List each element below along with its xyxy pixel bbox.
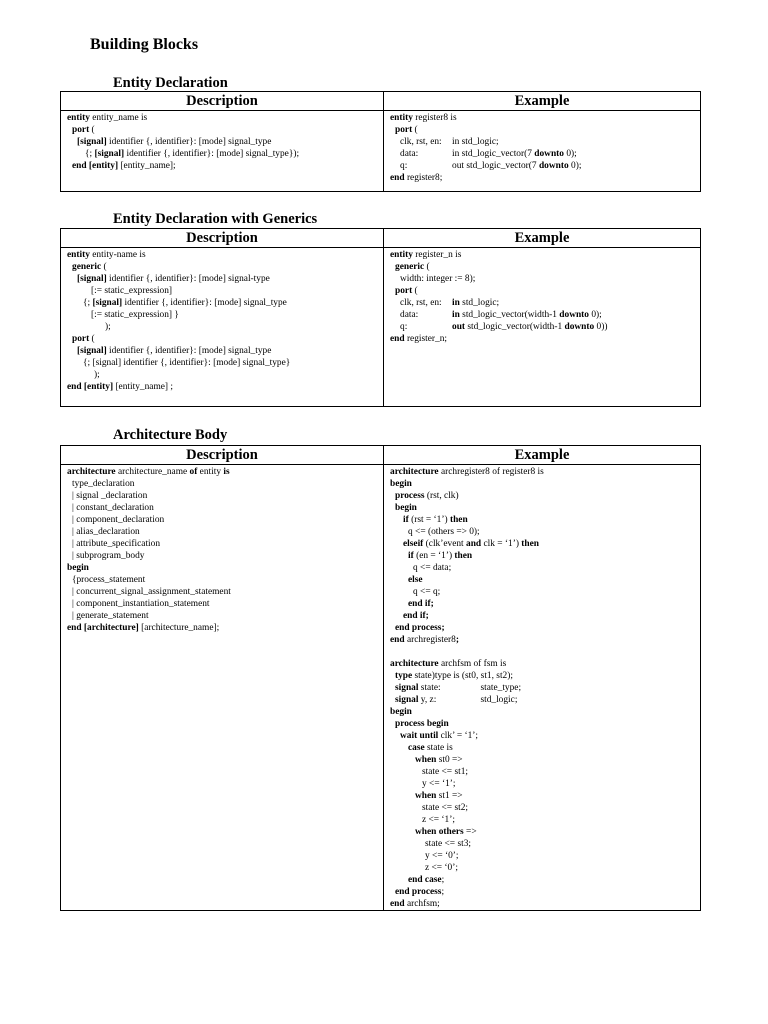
code-line: y <= ‘1’; xyxy=(422,779,456,789)
code-line: {; [signal] identifier {, identifier}: [mode] signal_type xyxy=(83,298,287,308)
description-header: Description xyxy=(61,92,384,111)
generics-description-cell xyxy=(61,248,384,407)
code-line: | constant_declaration xyxy=(72,503,154,513)
code-line: | concurrent_signal_assignment_statement xyxy=(72,587,231,597)
code-line: width: integer := 8); xyxy=(400,274,476,284)
code-line: port ( xyxy=(395,286,418,296)
description-header: Description xyxy=(61,229,384,248)
code-line: q: out std_logic_vector(width-1 downto 0)) xyxy=(400,322,608,332)
code-line: q <= (others => 0); xyxy=(408,527,480,537)
code-line: end process; xyxy=(395,623,445,633)
code-line: end process; xyxy=(395,887,445,897)
code-line: else xyxy=(408,575,423,585)
architecture-example-cell xyxy=(384,465,701,911)
code-line: end archregister8; xyxy=(390,635,459,645)
code-line: end register8; xyxy=(390,173,443,183)
code-line: [signal] identifier {, identifier}: [mode] signal-type xyxy=(77,274,270,284)
code-line: when others => xyxy=(415,827,477,837)
code-line: q: out std_logic_vector(7 downto 0); xyxy=(400,161,582,171)
code-line: port ( xyxy=(395,125,418,135)
code-line: z <= ‘0’; xyxy=(425,863,458,873)
code-line: if (rst = ‘1’) then xyxy=(403,515,468,525)
code-line: state <= st2; xyxy=(422,803,468,813)
code-line: ); xyxy=(105,322,111,332)
description-header: Description xyxy=(61,446,384,465)
code-line: [:= static_expression] } xyxy=(91,310,179,320)
code-line: begin xyxy=(390,479,412,489)
code-line: elseif (clk’event and clk = ‘1’) then xyxy=(403,539,540,549)
code-line: end case; xyxy=(408,875,445,885)
code-line: ); xyxy=(94,370,100,380)
entity-description-cell xyxy=(61,111,384,192)
code-line: data: in std_logic_vector(width-1 downto 0); xyxy=(400,310,602,320)
code-line: entity entity-name is xyxy=(67,250,146,260)
code-line: z <= ‘1’; xyxy=(422,815,455,825)
code-line: when st0 => xyxy=(415,755,463,765)
code-line: signal state: state_type; xyxy=(395,683,522,693)
code-line: | component_declaration xyxy=(72,515,165,525)
code-line: port ( xyxy=(72,334,95,344)
code-line: | signal _declaration xyxy=(72,491,148,501)
code-line: process (rst, clk) xyxy=(395,491,459,501)
code-line: type_declaration xyxy=(72,479,135,489)
example-header: Example xyxy=(384,92,701,111)
code-line: signal y, z: std_logic; xyxy=(395,695,518,705)
example-header: Example xyxy=(384,229,701,248)
entity-declaration-table xyxy=(60,91,701,192)
code-line: clk, rst, en: in std_logic; xyxy=(400,298,500,308)
code-line: q <= data; xyxy=(413,563,452,573)
code-line: case state is xyxy=(408,743,453,753)
code-line: | generate_statement xyxy=(72,611,149,621)
architecture-description-cell xyxy=(61,465,384,911)
code-line: end if; xyxy=(408,599,434,609)
section-title-entity-declaration: Entity Declaration xyxy=(113,75,228,91)
section-title-architecture-body: Architecture Body xyxy=(113,427,228,443)
code-line: end register_n; xyxy=(390,334,448,344)
code-line: begin xyxy=(67,563,89,573)
example-header: Example xyxy=(384,446,701,465)
code-line: end archfsm; xyxy=(390,899,440,909)
code-line: begin xyxy=(390,707,412,717)
entity-generics-table xyxy=(60,228,701,407)
code-line: q <= q; xyxy=(413,587,441,597)
generics-example-cell xyxy=(384,248,701,407)
code-line: end [architecture] [architecture_name]; xyxy=(67,623,220,633)
code-line: generic ( xyxy=(395,262,430,272)
code-line: {; [signal] identifier {, identifier}: [mode] signal_type} xyxy=(83,358,291,368)
code-line: state <= st3; xyxy=(425,839,471,849)
code-line: type state)type is (st0, st1, st2); xyxy=(395,671,513,681)
code-line: architecture archfsm of fsm is xyxy=(390,659,507,669)
code-line: {; [signal] identifier {, identifier}: [mode] signal_type}); xyxy=(85,149,300,159)
code-line: clk, rst, en: in std_logic; xyxy=(400,137,499,147)
code-line: architecture archregister8 of register8 is xyxy=(390,467,544,477)
code-line: entity register_n is xyxy=(390,250,462,260)
code-line: {process_statement xyxy=(72,575,146,585)
code-line: port ( xyxy=(72,125,95,135)
code-line: | component_instantiation_statement xyxy=(72,599,210,609)
code-line: architecture architecture_name of entity is xyxy=(67,467,230,477)
blank-line xyxy=(390,646,695,658)
code-line: | attribute_specification xyxy=(72,539,161,549)
page-title: Building Blocks xyxy=(90,36,199,53)
code-line: | alias_declaration xyxy=(72,527,140,537)
code-line: y <= ‘0’; xyxy=(425,851,459,861)
entity-example-cell xyxy=(384,111,701,192)
code-line: begin xyxy=(395,503,417,513)
code-line: data: in std_logic_vector(7 downto 0); xyxy=(400,149,577,159)
code-line: [signal] identifier {, identifier}: [mode] signal_type xyxy=(77,137,272,147)
code-line: [signal] identifier {, identifier}: [mode] signal_type xyxy=(77,346,272,356)
code-line: | subprogram_body xyxy=(72,551,145,561)
code-line: wait until clk’ = ‘1’; xyxy=(400,731,479,741)
code-line: if (en = ‘1’) then xyxy=(408,551,473,561)
section-title-entity-generics: Entity Declaration with Generics xyxy=(113,211,318,227)
code-line: entity register8 is xyxy=(390,113,457,123)
code-line: [:= static_expression] xyxy=(91,286,173,296)
code-line: end [entity] [entity_name] ; xyxy=(67,382,173,392)
code-line: state <= st1; xyxy=(422,767,468,777)
code-line: generic ( xyxy=(72,262,107,272)
code-line: end if; xyxy=(403,611,429,621)
code-line: process begin xyxy=(395,719,449,729)
architecture-body-table xyxy=(60,445,701,911)
code-line: when st1 => xyxy=(415,791,463,801)
code-line: end [entity] [entity_name]; xyxy=(72,161,176,171)
code-line: entity entity_name is xyxy=(67,113,148,123)
